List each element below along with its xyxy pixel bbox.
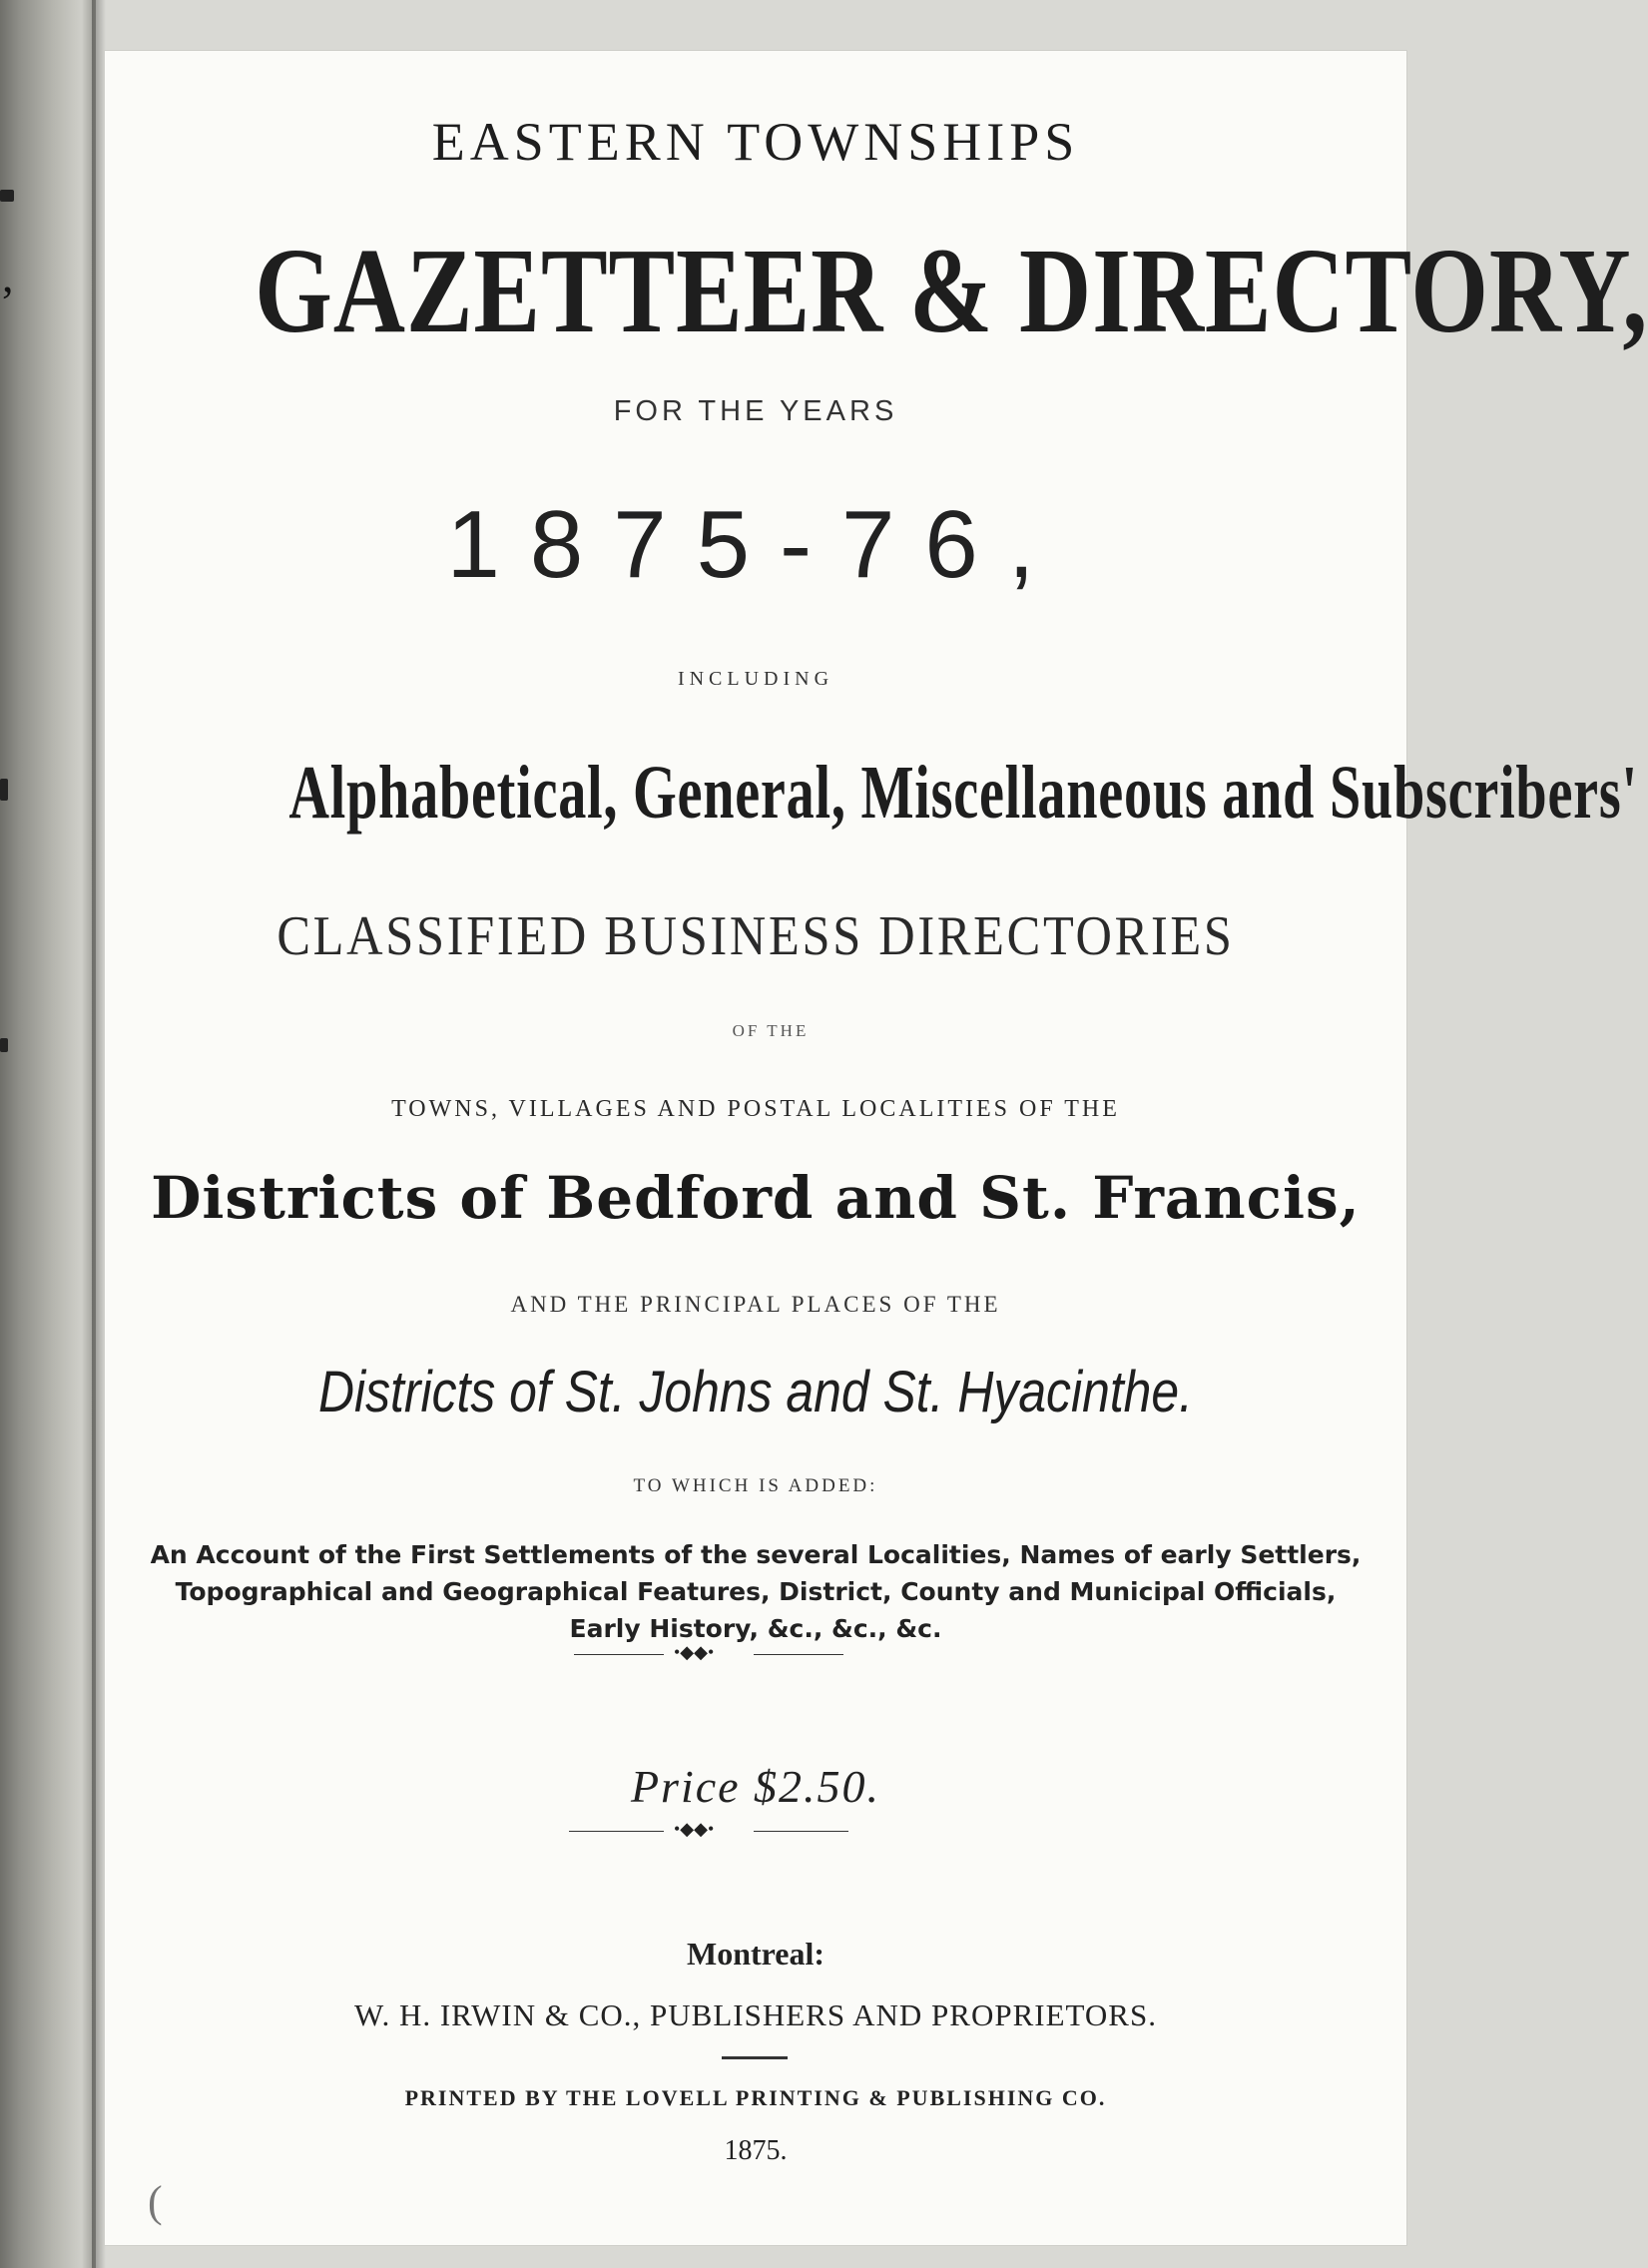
classified-heading: CLASSIFIED BUSINESS DIRECTORIES bbox=[276, 905, 1235, 967]
short-rule bbox=[722, 2056, 788, 2059]
districts-main: Districts of Bedford and St. Francis, bbox=[151, 1164, 1361, 1232]
divider-rule bbox=[754, 1831, 848, 1832]
account-paragraph: An Account of the First Settlements of the several Localities, Names of early Settlers, Topographical and Geographical Features, District, County and Municipal Officials, Early History, &c., &c., &c. bbox=[150, 1540, 1362, 1643]
including-label: INCLUDING bbox=[677, 668, 834, 690]
added-label: TO WHICH IS ADDED: bbox=[633, 1475, 878, 1496]
towns-line: TOWNS, VILLAGES AND POSTAL LOCALITIES OF THE bbox=[391, 1096, 1120, 1122]
spine-glyph: , bbox=[2, 251, 14, 301]
publication-year: 1875. bbox=[724, 2135, 788, 2166]
districts-secondary: Districts of St. Johns and St. Hyacinthe. bbox=[317, 1360, 1194, 1424]
spine-mark bbox=[0, 190, 14, 202]
printer-line: PRINTED BY THE LOVELL PRINTING & PUBLISHING CO. bbox=[404, 2085, 1107, 2110]
divider-rule bbox=[754, 1654, 843, 1655]
divider-rule bbox=[574, 1654, 664, 1655]
of-the-label: OF THE bbox=[732, 1021, 810, 1040]
main-title: GAZETTEER & DIRECTORY, bbox=[255, 224, 1648, 358]
book-spine bbox=[0, 0, 96, 2268]
price: Price $2.50. bbox=[630, 1761, 881, 1812]
title-page bbox=[104, 50, 1648, 2246]
principal-places-line: AND THE PRINCIPAL PLACES OF THE bbox=[510, 1292, 1001, 1317]
series-title: EASTERN TOWNSHIPS bbox=[431, 112, 1080, 172]
place-of-publication: Montreal: bbox=[686, 1936, 825, 1972]
directory-types: Alphabetical, General, Miscellaneous and Subscribers' bbox=[288, 751, 1638, 835]
spine-mark bbox=[0, 1038, 8, 1052]
divider-ornament: •◆◆• bbox=[674, 1642, 715, 1662]
year-range: 1875-76, bbox=[446, 491, 1065, 598]
spine-mark bbox=[0, 779, 8, 801]
pencil-mark: ( bbox=[148, 2177, 163, 2226]
for-the-years-label: FOR THE YEARS bbox=[613, 395, 898, 427]
divider-rule bbox=[569, 1831, 664, 1832]
divider-ornament: •◆◆• bbox=[674, 1819, 715, 1839]
publisher-line: W. H. IRWIN & CO., PUBLISHERS AND PROPRIETORS. bbox=[354, 1997, 1157, 2032]
